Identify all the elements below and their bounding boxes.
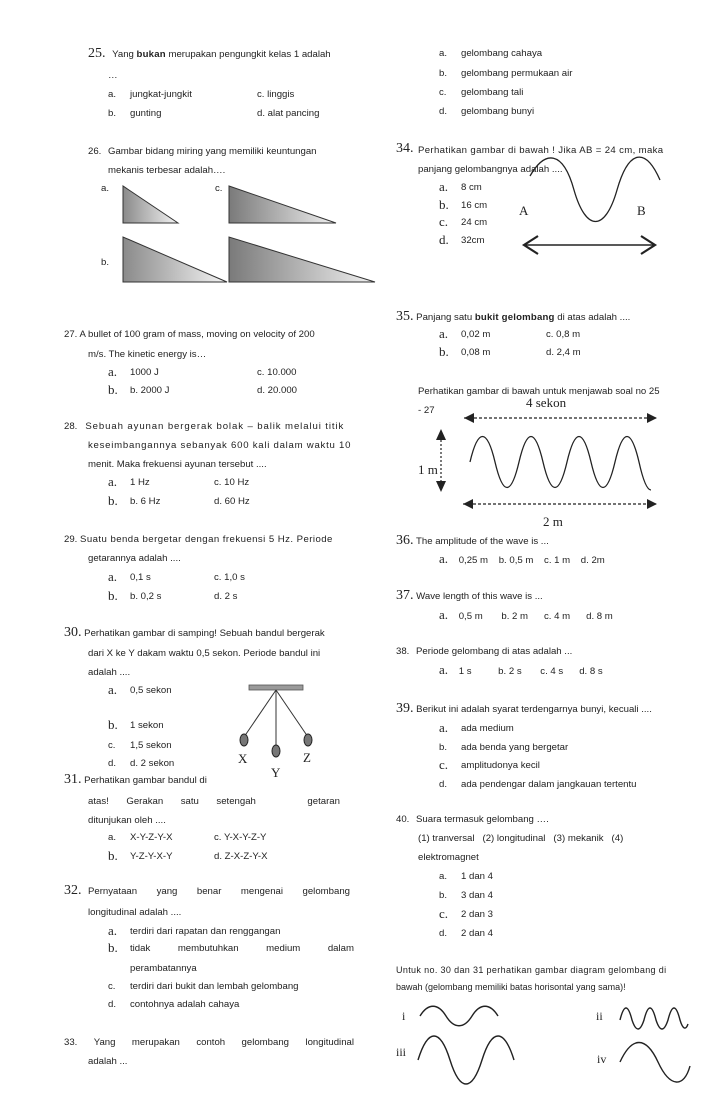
q37-text: Wave length of this wave is ...: [416, 591, 543, 602]
q35-option-d: d. 2,4 m: [546, 347, 581, 358]
q31-text: Perhatikan gambar bandul di: [84, 775, 207, 786]
wave-i-label: i: [402, 1009, 406, 1023]
q33-option-b-label: b.: [439, 68, 448, 79]
q38-text: Periode gelombang di atas adalah ...: [416, 646, 573, 657]
q28-number: 28.: [64, 421, 78, 432]
q32-word: benar: [196, 886, 222, 897]
wave-iv: [620, 1043, 690, 1083]
q30-option-a-label: a.: [108, 682, 118, 697]
q39-option-c: amplitudonya kecil: [461, 760, 540, 771]
q25-option-b-label: b.: [108, 108, 117, 119]
q36-number: 36.: [396, 533, 414, 548]
q27-option-c: c. 10.000: [257, 367, 297, 378]
figure2-amplitude-label: 1 m: [418, 462, 438, 477]
q27-number: 27.: [64, 329, 78, 340]
q30-option-c-label: c.: [108, 740, 116, 751]
figure2-line1: Perhatikan gambar di bawah untuk menjawab soal no 25: [418, 386, 660, 397]
q26-line2: mekanis terbesar adalah….: [108, 165, 226, 176]
q34-option-b: 16 cm: [461, 200, 488, 211]
q28-line2: keseimbangannya sebanyak 600 kali dalam waktu 10: [88, 440, 352, 451]
q39-number: 39.: [396, 701, 414, 716]
q34-line2: panjang gelombangnya adalah ....: [418, 164, 563, 175]
q40-option-b: 3 dan 4: [461, 890, 494, 901]
q39-option-c-label: c.: [439, 757, 449, 772]
q27-option-a: 1000 J: [130, 367, 159, 378]
q38-option-a-label: a.: [439, 662, 449, 677]
q25-option-a-label: a.: [108, 89, 117, 100]
q39-option-d-label: d.: [439, 779, 448, 790]
q35-text-bold: bukit gelombang: [474, 312, 555, 323]
q30-line2: dari X ke Y dakam waktu 0,5 sekon. Periode bandul ini: [88, 648, 321, 659]
q40-option-a: 1 dan 4: [461, 871, 494, 882]
q31-number: 31.: [64, 772, 82, 787]
q40-option-c-label: c.: [439, 906, 449, 921]
q33-option-c: gelombang tali: [461, 87, 524, 98]
q36-option-list: 0,25 m b. 0,5 m c. 1 m d. 2m: [458, 555, 605, 566]
q27-option-d: d. 20.000: [257, 385, 298, 396]
q29-option-b-label: b.: [108, 588, 118, 603]
q28-text: Sebuah ayunan bergerak bolak – balik melalui titik: [85, 421, 345, 432]
q32-option-c-label: c.: [108, 981, 116, 992]
figure2-time-label: 4 sekon: [526, 395, 567, 410]
q27-text: A bullet of 100 gram of mass, moving on velocity of 200: [79, 329, 315, 340]
wave-ii-label: ii: [596, 1009, 603, 1023]
q28-option-b: b. 6 Hz: [130, 496, 161, 507]
q32-word: mengenai: [240, 886, 284, 897]
q25-text-bold: bukan: [136, 49, 166, 60]
q30-option-b: 1 sekon: [130, 720, 164, 731]
q25-continuation: …: [108, 70, 118, 81]
q34-option-d: 32cm: [461, 235, 485, 246]
wave-iv-label: iv: [597, 1052, 607, 1066]
q33-option-c-label: c.: [439, 87, 447, 98]
q25-option-d: d. alat pancing: [257, 108, 320, 119]
q31-option-c: c. Y-X-Y-Z-Y: [214, 832, 267, 843]
q40-line2: (1) tranversal (2) longitudinal (3) mekanik (4): [418, 833, 624, 844]
q39-option-a: ada medium: [461, 723, 514, 734]
q35-option-a-label: a.: [439, 326, 449, 341]
q32-option-d: contohnya adalah cahaya: [130, 999, 240, 1010]
q28-option-a: 1 Hz: [130, 477, 150, 488]
q31-option-a: X-Y-Z-Y-X: [130, 832, 173, 843]
q32-word: Pernyataan: [88, 886, 138, 897]
q29-option-d: d. 2 s: [214, 591, 238, 602]
figure2-length-label: 2 m: [543, 514, 563, 529]
q25-text-post: merupakan pengungkit kelas 1 adalah: [168, 49, 331, 60]
q35-number: 35.: [396, 309, 414, 324]
q28-option-b-label: b.: [108, 493, 118, 508]
q40-option-a-label: a.: [439, 871, 448, 882]
q33-option-a-label: a.: [439, 48, 448, 59]
q32-option-b-cont: perambatannya: [130, 963, 197, 974]
q33-word: longitudinal: [305, 1037, 354, 1048]
q32-line2: longitudinal adalah ....: [88, 907, 182, 918]
figure2-line2: - 27: [418, 405, 435, 416]
q32-word: gelombang: [302, 886, 350, 897]
q33-line2: adalah ...: [88, 1056, 128, 1067]
figure3-line2: bawah (gelombang memiliki batas horisontal yang sama)!: [396, 982, 626, 992]
q35-option-a: 0,02 m: [461, 329, 491, 340]
q25-text-pre: Yang: [112, 49, 134, 60]
q30-option-d: d. 2 sekon: [130, 758, 175, 769]
q27-option-a-label: a.: [108, 364, 118, 379]
q30-option-d-label: d.: [108, 758, 117, 769]
q39-option-d: ada pendengar dalam jangkauan tertentu: [461, 779, 637, 790]
q30-option-c: 1,5 sekon: [130, 740, 172, 751]
q29-text: Suatu benda bergetar dengan frekuensi 5 Hz. Periode: [80, 534, 333, 545]
q25-option-a: jungkat-jungkit: [130, 89, 192, 100]
q29-line2: getarannya adalah ....: [88, 553, 181, 564]
q32-option-b-word: tidak: [130, 943, 151, 954]
q35-text-pre: Panjang satu: [416, 312, 473, 323]
wave-iii: [418, 1036, 514, 1084]
q28-line3: menit. Maka frekuensi ayunan tersebut ....: [88, 459, 267, 470]
q40-option-c: 2 dan 3: [461, 909, 494, 920]
q34-option-a-label: a.: [439, 179, 449, 194]
q36-option-a-label: a.: [439, 551, 449, 566]
q33-option-a: gelombang cahaya: [461, 48, 543, 59]
q31-option-d: d. Z-X-Z-Y-X: [214, 851, 268, 862]
q27-option-b: b. 2000 J: [130, 385, 170, 396]
q40-line3: elektromagnet: [418, 852, 479, 863]
q33-word: gelombang: [241, 1037, 290, 1048]
q29-number: 29.: [64, 534, 78, 545]
q27-line2: m/s. The kinetic energy is…: [88, 349, 207, 360]
q26-label-a: a.: [101, 183, 110, 194]
q32-option-d-label: d.: [108, 999, 117, 1010]
pendulum-label-x: X: [238, 751, 248, 766]
q33-word: Yang: [93, 1037, 116, 1048]
q40-option-d: 2 dan 4: [461, 928, 494, 939]
q32-option-a: terdiri dari rapatan dan renggangan: [130, 926, 281, 937]
q30-number: 30.: [64, 625, 82, 640]
q33-option-d-label: d.: [439, 106, 448, 117]
q31-word: Gerakan: [126, 796, 164, 807]
q28-option-c: c. 10 Hz: [214, 477, 250, 488]
q35-option-c: c. 0,8 m: [546, 329, 581, 340]
q33-option-b: gelombang permukaan air: [461, 68, 573, 79]
q26-label-b: b.: [101, 257, 110, 268]
q40-number: 40.: [396, 814, 410, 825]
wave-label-b: B: [637, 203, 646, 218]
q27-option-b-label: b.: [108, 382, 118, 397]
q34-option-c: 24 cm: [461, 217, 488, 228]
wave-label-a: A: [519, 203, 529, 218]
q31-option-a-label: a.: [108, 832, 117, 843]
q32-option-b-word: dalam: [327, 943, 354, 954]
q34-option-a: 8 cm: [461, 182, 482, 193]
q39-option-b: ada benda yang bergetar: [461, 742, 569, 753]
q29-option-c: c. 1,0 s: [214, 572, 245, 583]
q37-number: 37.: [396, 588, 414, 603]
q31-option-b-label: b.: [108, 848, 118, 863]
q31-word: satu: [180, 796, 199, 807]
q31-line3: ditunjukan oleh ....: [88, 815, 166, 826]
wave-iii-label: iii: [396, 1045, 407, 1059]
q33-word: contoh: [196, 1037, 226, 1048]
q35-option-b: 0,08 m: [461, 347, 491, 358]
q36-text: The amplitude of the wave is ...: [416, 536, 549, 547]
q38-number: 38.: [396, 646, 410, 657]
q30-option-b-label: b.: [108, 717, 118, 732]
q25-option-c: c. linggis: [257, 89, 295, 100]
q40-option-b-label: b.: [439, 890, 448, 901]
pendulum-label-y: Y: [271, 765, 281, 780]
q29-option-b: b. 0,2 s: [130, 591, 162, 602]
q37-option-list: 0,5 m b. 2 m c. 4 m d. 8 m: [458, 611, 613, 622]
q30-option-a: 0,5 sekon: [130, 685, 172, 696]
q39-text: Berikut ini adalah syarat terdengarnya bunyi, kecuali ....: [416, 704, 652, 715]
q40-text: Suara termasuk gelombang ….: [416, 814, 549, 825]
q33-word: merupakan: [131, 1037, 180, 1048]
q37-option-a-label: a.: [439, 607, 449, 622]
q29-option-a: 0,1 s: [130, 572, 151, 583]
q39-option-a-label: a.: [439, 720, 449, 735]
q31-word: atas!: [88, 796, 109, 807]
q34-option-b-label: b.: [439, 197, 449, 212]
q35-text-post: di atas adalah ....: [557, 312, 631, 323]
q35-option-b-label: b.: [439, 344, 449, 359]
q26-label-c: c.: [215, 183, 223, 194]
q25-number: 25.: [88, 46, 106, 61]
q30-text: Perhatikan gambar di samping! Sebuah bandul bergerak: [84, 628, 325, 639]
pendulum-label-z: Z: [303, 750, 311, 765]
q32-option-b-word: membutuhkan: [177, 943, 239, 954]
wave-ii: [620, 1008, 688, 1029]
q32-option-b-word: medium: [266, 943, 301, 954]
q34-option-c-label: c.: [439, 214, 449, 229]
wave-i: [420, 1006, 498, 1026]
q32-option-a-label: a.: [108, 923, 118, 938]
q32-word: yang: [156, 886, 178, 897]
q32-option-b-label: b.: [108, 940, 118, 955]
q28-option-a-label: a.: [108, 474, 118, 489]
q26-number: 26.: [88, 146, 102, 157]
q40-option-d-label: d.: [439, 928, 448, 939]
q31-word: setengah: [216, 796, 256, 807]
q32-option-c: terdiri dari bukit dan lembah gelombang: [130, 981, 299, 992]
q34-option-d-label: d.: [439, 232, 449, 247]
q26-line1: Gambar bidang miring yang memiliki keuntungan: [108, 146, 317, 157]
q33-number: 33.: [64, 1037, 78, 1048]
figure3-line1: Untuk no. 30 dan 31 perhatikan gambar diagram gelombang di: [396, 965, 667, 975]
q33-option-d: gelombang bunyi: [461, 106, 535, 117]
q28-option-d: d. 60 Hz: [214, 496, 250, 507]
q31-option-b: Y-Z-Y-X-Y: [130, 851, 173, 862]
q38-option-list: 1 s b. 2 s c. 4 s d. 8 s: [458, 666, 603, 677]
q29-option-a-label: a.: [108, 569, 118, 584]
q34-number-text: 34.: [396, 141, 414, 156]
q39-option-b-label: b.: [439, 742, 448, 753]
q32-number-text: 32.: [64, 883, 82, 898]
q34-line1: Perhatikan gambar di bawah ! Jika AB = 24 cm, maka: [418, 145, 664, 156]
q30-line3: adalah ....: [88, 667, 131, 678]
q25-option-b: gunting: [130, 108, 162, 119]
q31-word: getaran: [307, 796, 340, 807]
